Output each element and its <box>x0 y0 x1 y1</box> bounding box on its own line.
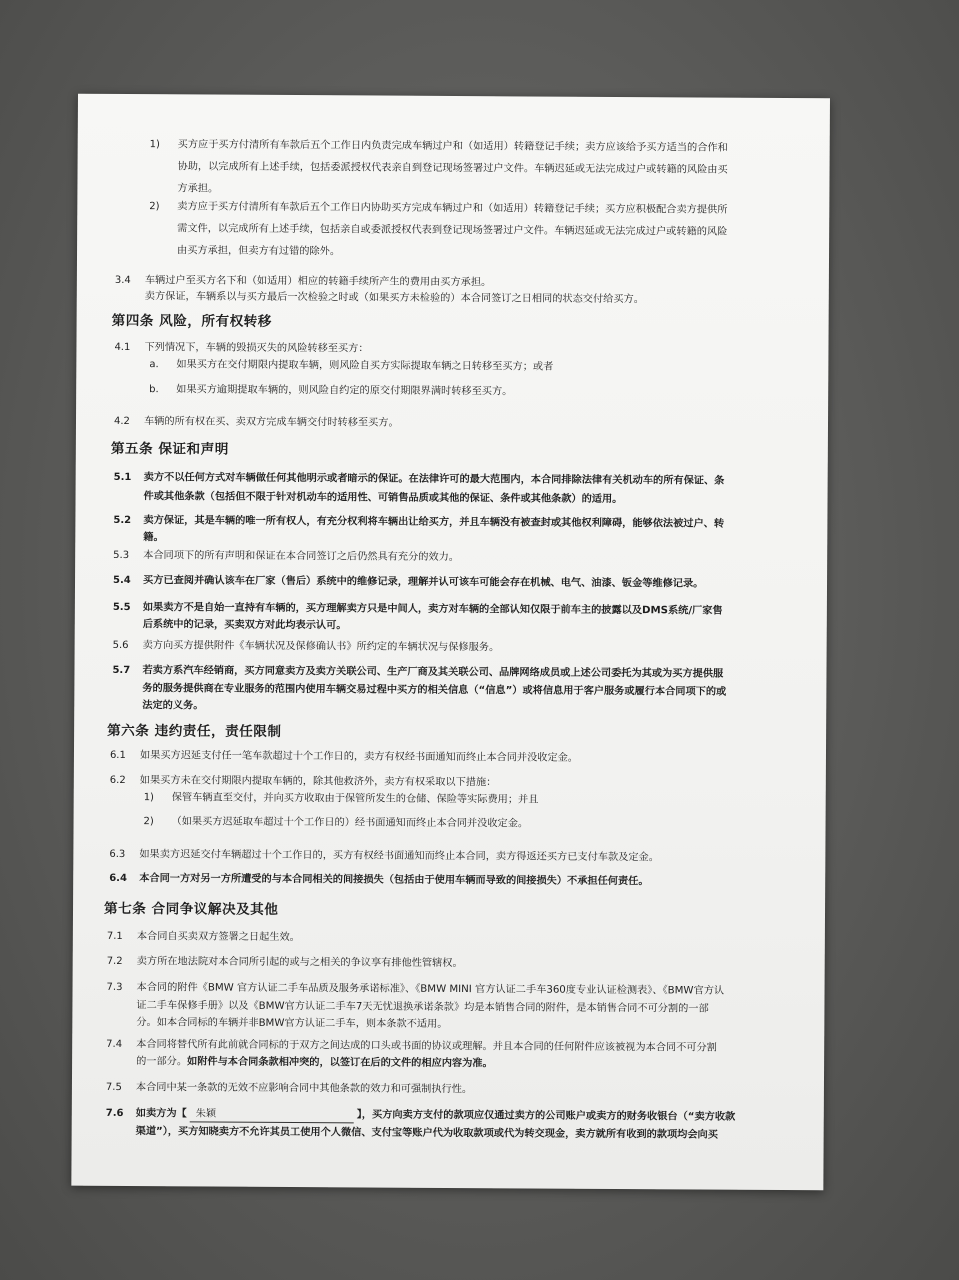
clause-7-1-num: 7.1 <box>106 930 123 942</box>
contract-content <box>71 94 830 1191</box>
clause-5-1-line-1: 卖方不以任何方式对车辆做任何其他明示或者暗示的保证。在法律许可的最大范围内，本合同排除法律有关机动车的所有保证、条 <box>143 472 725 487</box>
clause-7-6-pre: 如卖方为【 <box>135 1108 187 1120</box>
clause-5-4-num: 5.4 <box>113 574 131 587</box>
clause-6-2-sub-2-num: 2) <box>143 816 154 828</box>
clause-5-5-line-2: 后系统中的记录，买卖双方对此均表示认可。 <box>142 619 347 632</box>
clause-5-2-line-2: 籍。 <box>143 532 164 544</box>
clause-3-sub-1-line-3: 方承担。 <box>177 183 219 195</box>
clause-4-1-text: 下列情况下，车辆的毁损灭失的风险转移至买方： <box>144 342 369 355</box>
clause-3-sub-1-num: 1) <box>149 139 160 151</box>
heading-article-6: 第六条 违约责任，责任限制 <box>107 722 282 740</box>
clause-3-sub-2-line-2: 需文件，以完成所有上述手续，包括亲自或委派授权代表到登记现场签署过户文件。车辆迟延或无法完成过户或转籍的风险 <box>177 223 728 238</box>
heading-article-7: 第七条 合同争议解决及其他 <box>103 900 279 918</box>
clause-7-3-line-3: 分。如本合同标的车辆并非BMW官方认证二手车，则本条款不适用。 <box>136 1017 448 1030</box>
clause-7-6-line-2: 渠道”），买方知晓卖方不允许其员工使用个人微信、支付宝等账户代为收取款项或代为转交现金，卖方就所有收到的款项均会向买 <box>135 1126 718 1141</box>
clause-4-1a-text: 如果买方在交付期限内提取车辆，则风险自买方实际提取车辆之日转移至买方；或者 <box>176 359 554 373</box>
clause-5-1-line-2: 件或其他条款（包括但不限于针对机动车的适用性、可销售品质或其他的保证、条件或其他条款）的适用。 <box>143 491 623 506</box>
clause-3-4-num: 3.4 <box>114 274 131 287</box>
clause-7-4-num: 7.4 <box>106 1038 123 1050</box>
clause-4-1-num: 4.1 <box>114 341 131 354</box>
clause-5-3-num: 5.3 <box>113 549 130 562</box>
clause-3-4-line-2: 卖方保证，车辆系以与买方最后一次检验之时或（如果买方未检验的）本合同签订之日相同的状态交付给买方。 <box>144 291 644 306</box>
clause-3-sub-1-line-1: 买方应于买方付清所有车款后五个工作日内负责完成车辆过户和（如适用）转籍登记手续；卖方应该给予买方适当的合作和 <box>177 139 728 154</box>
contract-page <box>71 94 830 1191</box>
clause-6-2-text: 如果买方未在交付期限内提取车辆的，除其他救济外，卖方有权采取以下措施： <box>139 775 497 789</box>
clause-7-3-line-2: 证二手车保修手册》以及《BMW官方认证二手车7天无忧退换承诺条款》均是本销售合同的附件，是本销售合同不可分割的一部 <box>136 1000 709 1015</box>
clause-5-6-text: 卖方向买方提供附件《车辆状况及保修确认书》所约定的车辆状况与保修服务。 <box>142 640 500 654</box>
clause-7-4-line-2-normal: 的一部分。 <box>136 1056 188 1068</box>
clause-6-1-num: 6.1 <box>109 749 126 762</box>
clause-7-5-text: 本合同中某一条款的无效不应影响合同中其他条款的效力和可强制执行性。 <box>135 1082 473 1096</box>
clause-6-2-sub-1-text: 保管车辆直至交付，并向买方收取由于保管所发生的仓储、保险等实际费用；并且 <box>171 792 539 806</box>
clause-4-1b-num: b. <box>149 384 159 396</box>
clause-5-3-text: 本合同项下的所有声明和保证在本合同签订之后仍然具有充分的效力。 <box>143 550 460 564</box>
clause-5-7-num: 5.7 <box>112 664 131 677</box>
clause-6-1-text: 如果买方迟延支付任一笔车款超过十个工作日的，卖方有权经书面通知而终止本合同并没收定金。 <box>139 750 579 764</box>
clause-6-2-sub-1-num: 1) <box>143 792 155 804</box>
seller-name-field: 朱颖 <box>190 1107 354 1123</box>
clause-5-7-line-1: 若卖方系汽车经销商，买方同意卖方及卖方关联公司、生产厂商及其关联公司、品牌网络成员或上述公司委托为其或为买方提供服 <box>142 665 724 680</box>
clause-4-2-text: 车辆的所有权在买、卖双方完成车辆交付时转移至买方。 <box>143 416 399 429</box>
clause-5-5-line-1: 如果卖方不是自始一直持有车辆的，买方理解卖方只是中间人，卖方对车辆的全部认知仅限于前车主的披露以及DMS系统/厂家售 <box>142 602 723 617</box>
clause-3-sub-2-num: 2) <box>149 201 160 213</box>
clause-4-1b-text: 如果买方逾期提取车辆的，则风险自约定的原交付期限界满时转移至买方。 <box>176 384 513 398</box>
clause-4-1a-num: a. <box>149 359 159 371</box>
clause-7-1-text: 本合同自买卖双方签署之日起生效。 <box>136 931 300 944</box>
clause-6-3-text: 如果卖方迟延交付车辆超过十个工作日的，买方有权经书面通知而终止本合同，卖方得返还买方已支付车款及定金。 <box>139 849 659 864</box>
clause-7-6-num: 7.6 <box>105 1107 124 1119</box>
clause-6-3-num: 6.3 <box>109 848 126 861</box>
clause-7-3-line-1: 本合同的附件《BMW 官方认证二手车品质及服务承诺标准》、《BMW MINI 官方认证二手车360度专业认证检测表》、《BMW官方认 <box>136 982 725 997</box>
clause-5-7-line-2: 务的服务提供商在专业服务的范围内使用车辆交易过程中买方的相关信息（“信息”）或将信息用于客户服务或履行本合同项下的或 <box>142 683 727 698</box>
clause-5-2-num: 5.2 <box>113 514 132 527</box>
clause-7-4-bold-tail: 如附件与本合同条款相冲突的，以签订在后的文件的相应内容为准。 <box>186 1056 493 1070</box>
clause-6-2-sub-2-text: （如果买方迟延取车超过十个工作日的）经书面通知而终止本合同并没收定金。 <box>171 816 529 830</box>
clause-7-6-post: 】，买方向卖方支付的款项应仅通过卖方的公司账户或卖方的财务收银台（“卖方收款 <box>356 1109 736 1123</box>
clause-3-sub-2-line-3: 由买方承担，但卖方有过错的除外。 <box>177 245 341 258</box>
clause-7-4-line-1: 本合同将替代所有此前就合同标的于双方之间达成的口头或书面的协议或理解。并且本合同的任何附件应该被视为本合同不可分割 <box>136 1039 717 1054</box>
clause-5-4-text: 买方已查阅并确认该车在厂家（售后）系统中的维修记录，理解并认可该车可能会存在机械、电气、油漆、钣金等维修记录。 <box>143 575 704 590</box>
clause-7-5-num: 7.5 <box>105 1081 122 1093</box>
clause-6-4-text: 本合同一方对另一方所遭受的与本合同相关的间接损失（包括由于使用车辆而导致的间接损失）不承担任何责任。 <box>139 873 649 888</box>
clause-5-6-num: 5.6 <box>112 639 129 652</box>
clause-3-sub-1-line-2: 协助，以完成所有上述手续，包括委派授权代表亲自到登记现场签署过户文件。车辆迟延或无法完成过户或转籍的风险由买 <box>177 161 728 176</box>
clause-7-4-line-2 <box>136 1051 493 1075</box>
clause-6-2-num: 6.2 <box>109 774 126 787</box>
clause-5-2-line-1: 卖方保证，其是车辆的唯一所有权人，有充分权利将车辆出让给买方，并且车辆没有被查封或其他权利障碍，能够依法被过户、转 <box>143 515 725 530</box>
clause-5-5-num: 5.5 <box>112 601 131 614</box>
heading-article-5: 第五条 保证和声明 <box>110 440 229 458</box>
heading-article-4: 第四条 风险，所有权转移 <box>111 312 272 330</box>
clause-4-2-num: 4.2 <box>113 415 130 428</box>
clause-3-4-line-1: 车辆过户至买方名下和（如适用）相应的转籍手续所产生的费用由买方承担。 <box>144 275 492 289</box>
clause-7-3-num: 7.3 <box>106 981 123 993</box>
clause-3-sub-2-line-1: 卖方应于买方付清所有车款后五个工作日内协助买方完成车辆过户和（如适用）转籍登记手续；买方应积极配合卖方提供所 <box>177 201 728 216</box>
clause-5-7-line-3: 法定的义务。 <box>142 700 204 712</box>
clause-7-2-num: 7.2 <box>106 955 123 967</box>
clause-5-1-num: 5.1 <box>113 471 132 484</box>
clause-7-2-text: 卖方所在地法院对本合同所引起的或与之相关的争议享有排他性管辖权。 <box>136 956 463 970</box>
clause-6-4-num: 6.4 <box>109 872 127 885</box>
